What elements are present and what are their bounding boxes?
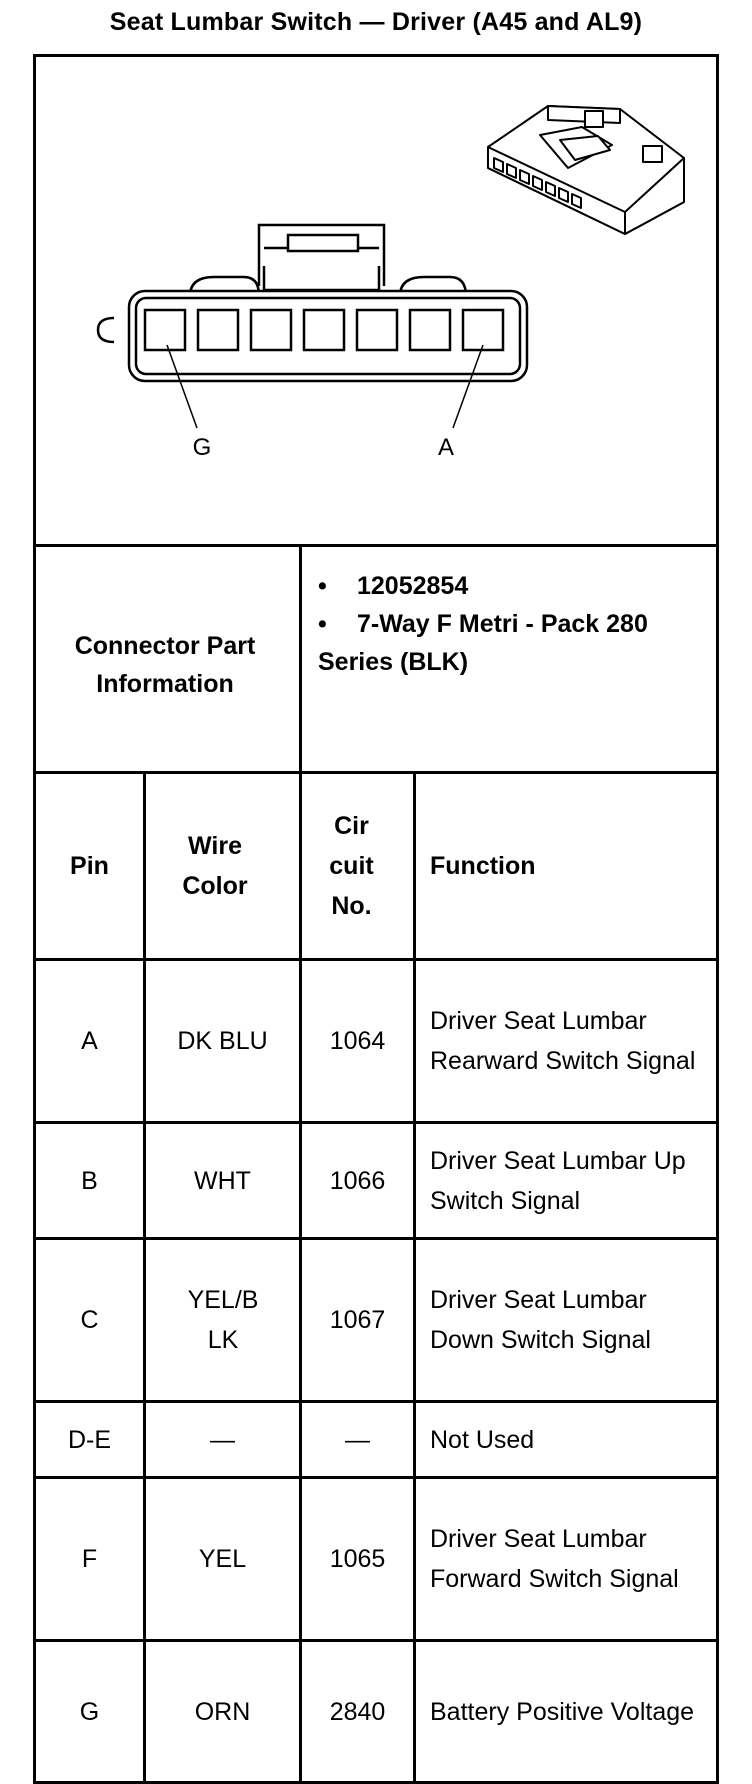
row-f-wire: YEL <box>198 1545 247 1573</box>
connector-info-label: Connector Part Information <box>74 632 256 698</box>
row-de-function: Not Used <box>430 1425 535 1454</box>
connector-cavities <box>145 310 503 350</box>
header-wire-color: Wire Color <box>182 832 248 900</box>
row-b-circuit: 1066 <box>329 1166 386 1195</box>
connector-3d-icon <box>488 106 684 234</box>
row-c-function: Driver Seat Lumbar Down Switch Signal <box>430 1286 651 1354</box>
row-f-function: Driver Seat Lumbar Forward Switch Signal <box>430 1525 679 1593</box>
header-function: Function <box>430 852 536 880</box>
row-de-wire: — <box>210 1425 235 1454</box>
bullet-icon: • <box>318 572 327 600</box>
row-b-pin: B <box>81 1166 98 1195</box>
connector-diagram <box>36 57 716 544</box>
pin-label-g: G <box>192 434 212 461</box>
row-a-wire: DK BLU <box>177 1027 268 1055</box>
connector-info-item: • 12052854 <box>318 567 648 605</box>
row-c-pin: C <box>80 1306 99 1334</box>
row-g-wire: ORN <box>194 1697 251 1726</box>
row-a-pin: A <box>81 1027 98 1055</box>
row-b-wire: WHT <box>194 1166 251 1195</box>
row-f-pin: F <box>81 1545 98 1573</box>
connector-face <box>98 225 527 381</box>
row-a-function: Driver Seat Lumbar Rearward Switch Signal <box>430 1007 696 1075</box>
divider-diagram <box>33 544 719 547</box>
row-a-circuit: 1064 <box>329 1027 386 1055</box>
header-pin: Pin <box>70 852 109 880</box>
connector-info-list <box>318 567 648 681</box>
bullet-icon: • <box>318 610 327 638</box>
row-de-circuit: — <box>345 1425 370 1454</box>
row-c-circuit: 1067 <box>329 1306 386 1334</box>
connector-info-item: • 7-Way F Metri - Pack 280 Series (BLK) <box>318 605 648 681</box>
row-c-wire: YEL/B LK <box>187 1286 259 1354</box>
header-circuit-no: Cir cuit No. <box>329 812 374 920</box>
pin-label-a: A <box>437 434 455 461</box>
row-de-pin: D-E <box>67 1425 112 1454</box>
row-b-function: Driver Seat Lumbar Up Switch Signal <box>430 1146 686 1215</box>
row-g-circuit: 2840 <box>329 1697 386 1726</box>
page-title: Seat Lumbar Switch — Driver (A45 and AL9) <box>109 8 643 36</box>
row-g-pin: G <box>79 1697 100 1726</box>
row-g-function: Battery Positive Voltage <box>430 1697 695 1726</box>
row-f-circuit: 1065 <box>329 1545 386 1573</box>
